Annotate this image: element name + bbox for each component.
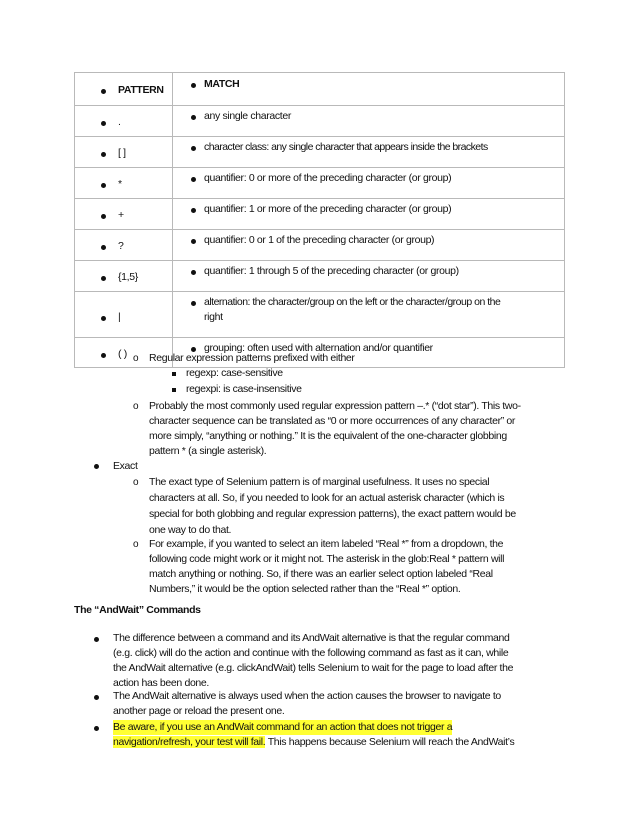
exact-para-line: match anything or nothing. So, if there was an earlier select option labeled “Real bbox=[149, 568, 493, 580]
bullet-icon bbox=[191, 208, 196, 213]
bullet-icon bbox=[94, 464, 99, 469]
section-heading: The “AndWait” Commands bbox=[74, 604, 201, 616]
bullet-icon bbox=[101, 152, 106, 157]
match-text: quantifier: 1 through 5 of the preceding character (or group) bbox=[204, 265, 459, 277]
match-text-line: alternation: the character/group on the left or the character/group on the bbox=[204, 296, 501, 308]
pattern-text: ? bbox=[118, 240, 124, 252]
dotstar-line: Probably the most commonly used regular expression pattern –.* (“dot star”). This two- bbox=[149, 400, 521, 412]
table-row bbox=[75, 230, 565, 261]
andwait-line: the AndWait alternative (e.g. clickAndWait) tells Selenium to wait for the page to load after the bbox=[113, 662, 514, 674]
table-row bbox=[75, 261, 565, 292]
exact-para-line: following code might work or it might not. The asterisk in the glob:Real * pattern will bbox=[149, 553, 505, 565]
match-cell bbox=[173, 137, 565, 168]
bullet-icon bbox=[101, 245, 106, 250]
sub-item: regexp: case-sensitive bbox=[186, 367, 283, 379]
match-text: MATCH bbox=[204, 78, 240, 90]
pattern-cell bbox=[75, 137, 173, 168]
andwait-line: (e.g. click) will do the action and continue with the following command as fast as it can, while bbox=[113, 647, 509, 659]
sub-item: regexpi: is case-insensitive bbox=[186, 383, 302, 395]
bullet-icon bbox=[94, 695, 99, 700]
bullet-icon bbox=[191, 301, 196, 306]
match-cell bbox=[173, 73, 565, 106]
match-cell bbox=[173, 168, 565, 199]
highlighted-warning: Be aware, if you use an AndWait command for an action that does not trigger a bbox=[113, 721, 453, 733]
pattern-cell bbox=[75, 230, 173, 261]
exact-para-line: The exact type of Selenium pattern is of marginal usefulness. It uses no special bbox=[149, 476, 490, 488]
bullet-icon bbox=[101, 353, 106, 358]
bullet-icon bbox=[191, 83, 196, 88]
pattern-cell bbox=[75, 73, 173, 106]
pattern-cell bbox=[75, 292, 173, 338]
table-row bbox=[75, 106, 565, 137]
bullet-icon bbox=[94, 726, 99, 731]
dotstar-line: more simply, “anything or nothing.” It is the equivalent of the one-character globbing bbox=[149, 430, 507, 442]
highlighted-warning: navigation/refresh, your test will fail. bbox=[113, 736, 266, 748]
pattern-cell bbox=[75, 261, 173, 292]
match-text: character class: any single character that appears inside the brackets bbox=[204, 141, 488, 153]
circle-bullet-icon: o bbox=[133, 353, 139, 364]
bullet-icon bbox=[101, 89, 106, 94]
match-text: quantifier: 0 or 1 of the preceding character (or group) bbox=[204, 234, 435, 246]
andwait-line: another page or reload the present one. bbox=[113, 705, 285, 717]
bullet-icon bbox=[101, 316, 106, 321]
andwait-text: This happens because Selenium will reach the AndWait’s bbox=[265, 736, 515, 748]
table-row bbox=[75, 292, 565, 338]
match-text: grouping: often used with alternation and/or quantifier bbox=[204, 342, 433, 354]
pattern-text: | bbox=[118, 311, 121, 323]
table-row bbox=[75, 168, 565, 199]
bullet-icon bbox=[191, 239, 196, 244]
match-text: quantifier: 1 or more of the preceding character (or group) bbox=[204, 203, 452, 215]
pattern-table bbox=[74, 72, 565, 368]
dotstar-line: pattern * (a single asterisk). bbox=[149, 445, 267, 457]
circle-bullet-icon: o bbox=[133, 401, 139, 412]
exact-label: Exact bbox=[113, 460, 138, 472]
table-row bbox=[75, 73, 565, 106]
pattern-text: PATTERN bbox=[118, 84, 164, 96]
bullet-icon bbox=[101, 276, 106, 281]
bullet-icon bbox=[191, 177, 196, 182]
pattern-text: [ ] bbox=[118, 147, 126, 159]
exact-para-line: For example, if you wanted to select an item labeled “Real *” from a dropdown, the bbox=[149, 538, 504, 550]
prefix-line: Regular expression patterns prefixed with either bbox=[149, 352, 355, 364]
match-cell bbox=[173, 230, 565, 261]
bullet-icon bbox=[191, 270, 196, 275]
andwait-line: The difference between a command and its AndWait alternative is that the regular command bbox=[113, 632, 510, 644]
match-text: quantifier: 0 or more of the preceding character (or group) bbox=[204, 172, 452, 184]
pattern-text: . bbox=[118, 116, 121, 128]
pattern-text: + bbox=[118, 209, 124, 221]
circle-bullet-icon: o bbox=[133, 477, 139, 488]
exact-para-line: Numbers,” it would be the option selected rather than the “Real *” option. bbox=[149, 583, 461, 595]
pattern-text: * bbox=[118, 178, 122, 190]
bullet-icon bbox=[191, 146, 196, 151]
match-cell bbox=[173, 199, 565, 230]
match-cell bbox=[173, 292, 565, 338]
pattern-cell bbox=[75, 168, 173, 199]
pattern-text: ( ) bbox=[118, 348, 127, 360]
bullet-icon bbox=[191, 115, 196, 120]
pattern-cell bbox=[75, 199, 173, 230]
bullet-icon bbox=[101, 214, 106, 219]
bullet-icon bbox=[101, 183, 106, 188]
andwait-line: The AndWait alternative is always used when the action causes the browser to navigate to bbox=[113, 690, 501, 702]
match-text: any single character bbox=[204, 110, 291, 122]
andwait-line bbox=[113, 735, 514, 750]
match-cell bbox=[173, 261, 565, 292]
andwait-line: action has been done. bbox=[113, 677, 209, 689]
exact-para-line: special for both globbing and regular expression patterns), the exact pattern would be bbox=[149, 508, 516, 520]
square-bullet-icon bbox=[172, 388, 176, 392]
table-row bbox=[75, 199, 565, 230]
circle-bullet-icon: o bbox=[133, 539, 139, 550]
exact-para-line: one way to do that. bbox=[149, 524, 232, 536]
dotstar-line: character sequence can be translated as “0 or more occurrences of any character” or bbox=[149, 415, 516, 427]
pattern-cell bbox=[75, 106, 173, 137]
bullet-icon bbox=[94, 637, 99, 642]
pattern-text: {1,5} bbox=[118, 271, 138, 283]
table-row bbox=[75, 137, 565, 168]
square-bullet-icon bbox=[172, 372, 176, 376]
match-text-line: right bbox=[204, 311, 223, 323]
bullet-icon bbox=[101, 121, 106, 126]
exact-para-line: characters at all. So, if you needed to look for an actual asterisk character (which is bbox=[149, 492, 505, 504]
match-cell bbox=[173, 106, 565, 137]
